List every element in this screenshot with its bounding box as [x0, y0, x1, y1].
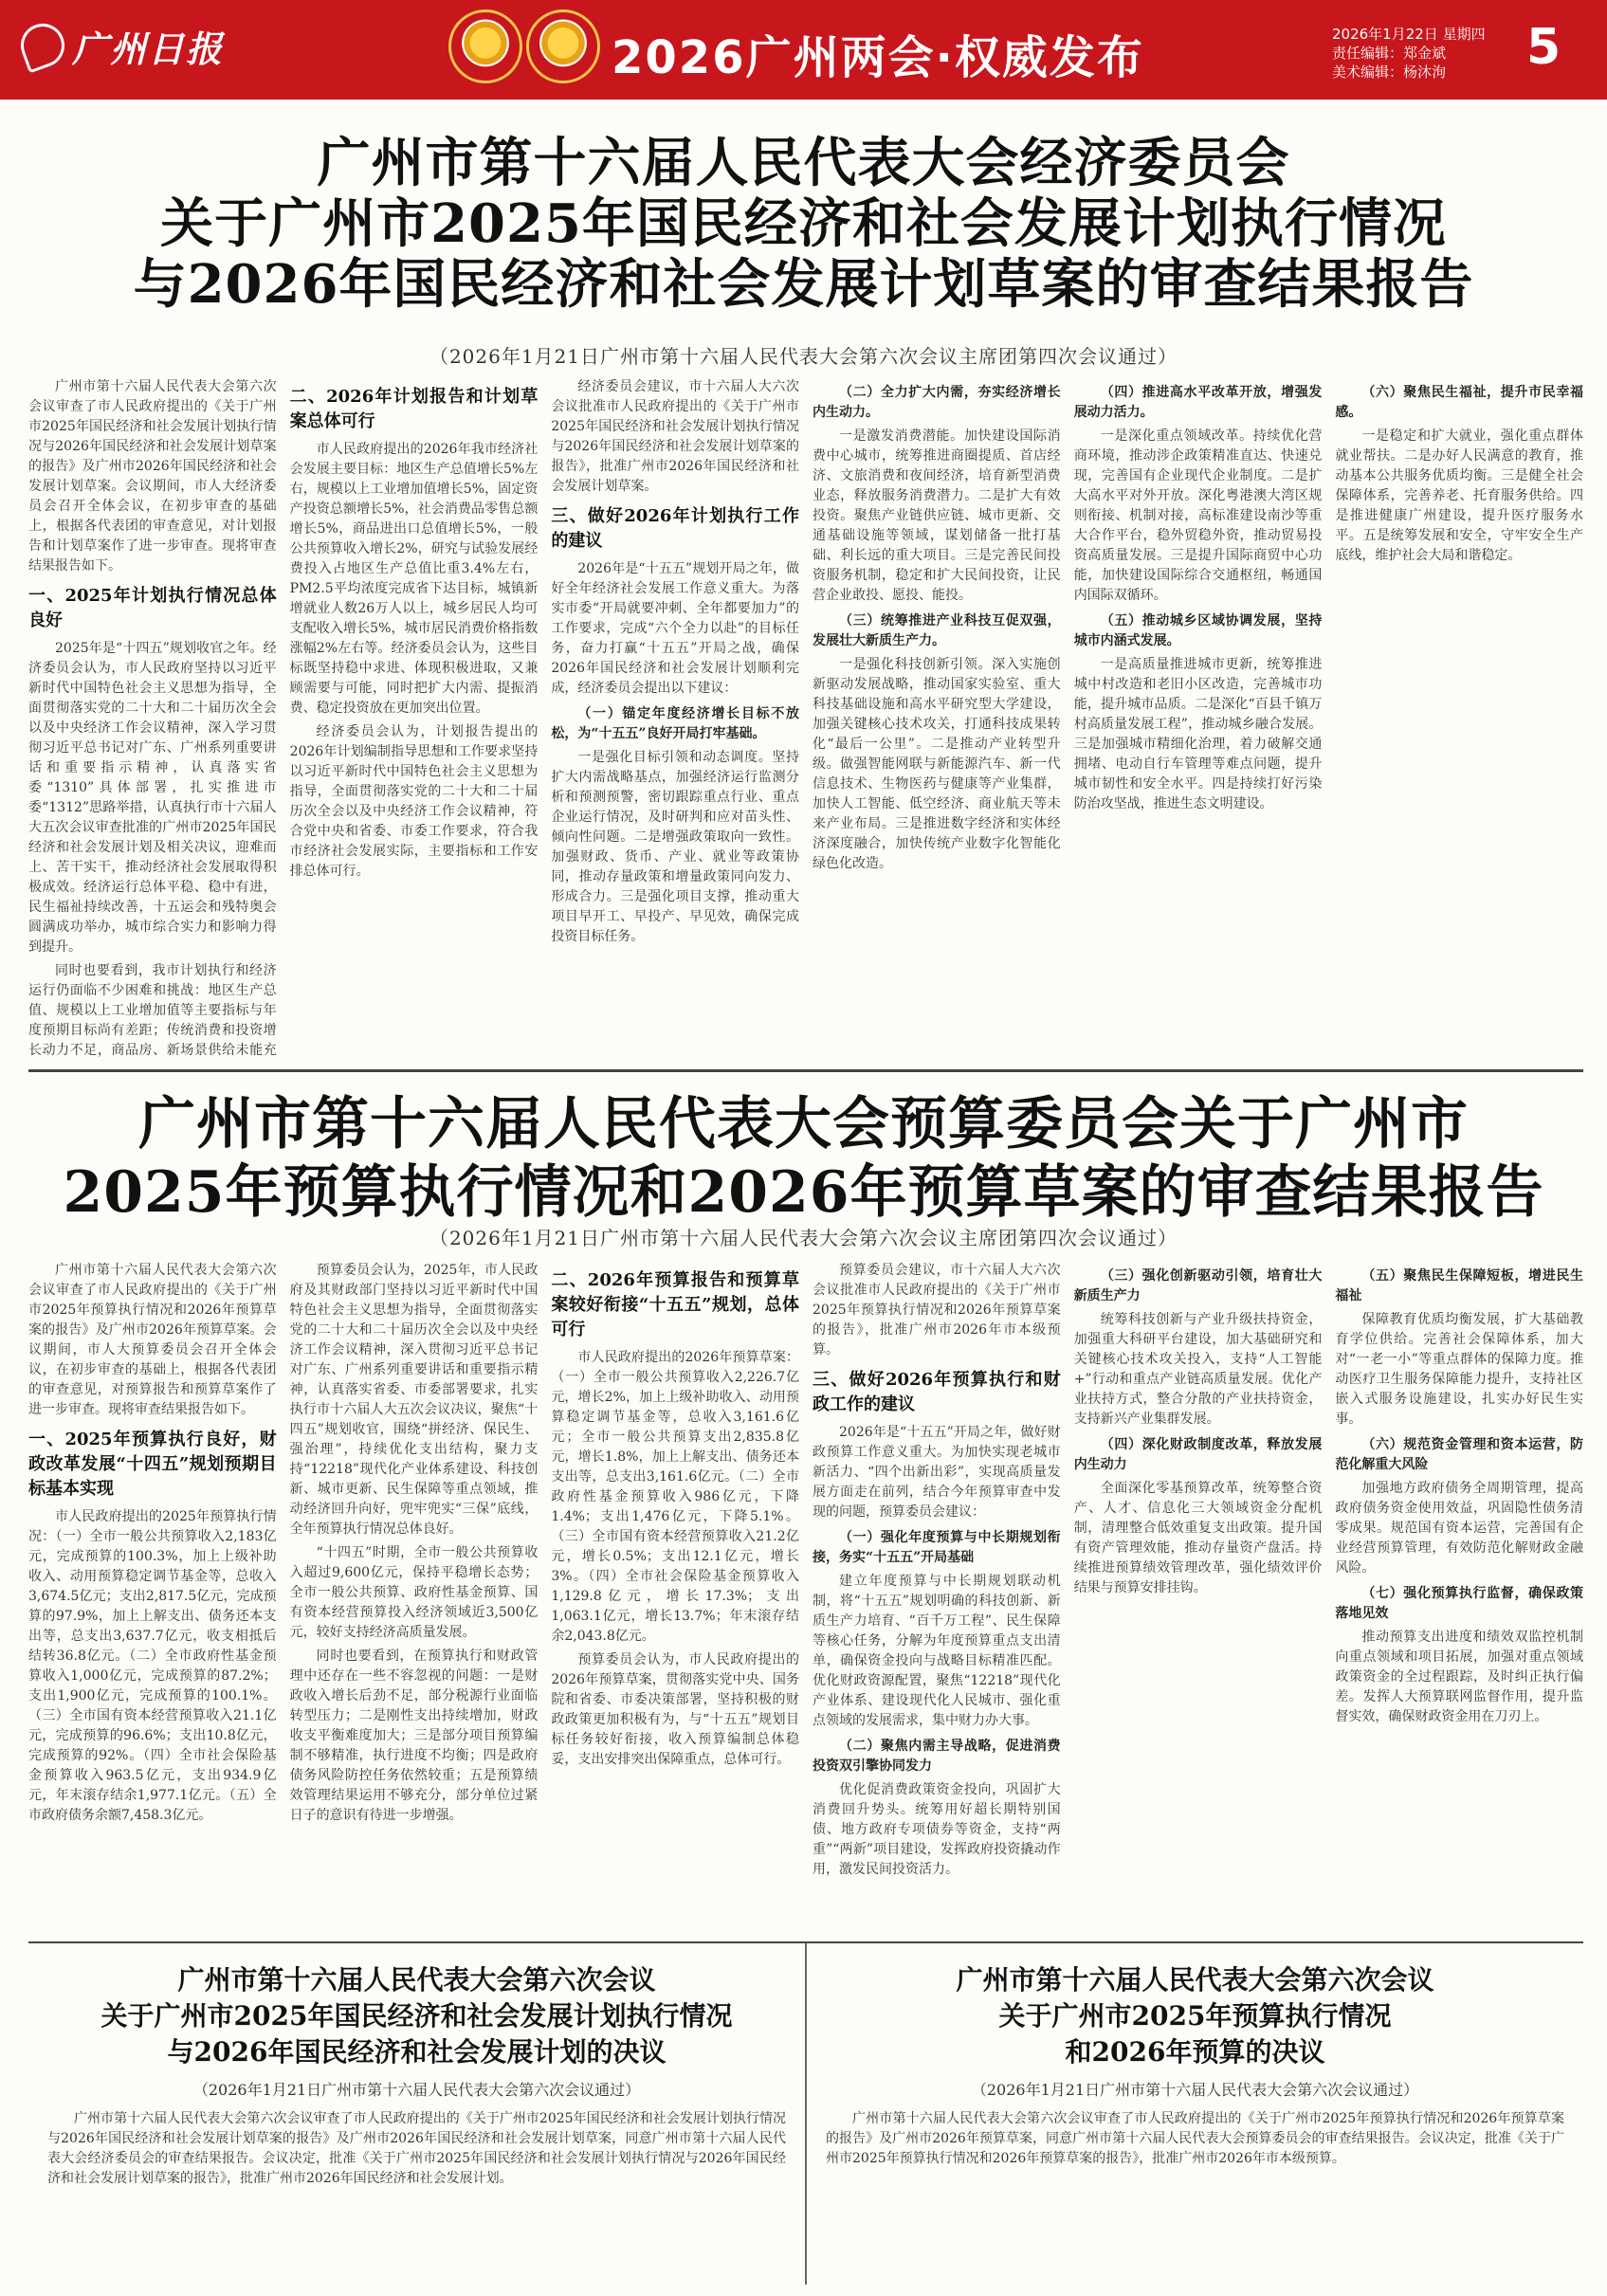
issue-info — [1332, 25, 1486, 82]
paragraph: 预算委员会建议，市十六届人大六次会议批准市人民政府提出的《关于广州市2025年预算执行情况和2026年预算草案的报告》，批准广州市2026年市本级预算。 — [813, 1263, 1061, 1358]
issue-date: 2026年1月22日 星期四 — [1332, 26, 1486, 43]
paragraph: 一是激发消费潜能。加快建设国际消费中心城市，统筹推进商圈提质、首店经济、文旅消费和夜间经济，培育新型消费业态，释放服务消费潜力。二是扩大有效投资。聚焦产业链供应链、城市更新、交通基础设施等领域，谋划储备一批打基础、利长远的重大项目。三是完善民间投资服务机制，稳定和扩大民间投资，让民营企业敢投、愿投、能投。 — [813, 428, 1061, 603]
paragraph: 2026年是“十五五”规划开局之年，做好全年经济社会发展工作意义重大。为落实市委“开局就要冲刺、全年都要加力”的工作要求，完成“六个全力以赴”的目标任务，奋力打赢“十五五”开局之战，确保2026年国民经济和社会发展计划顺利完成，经济委员会提出以下建议： — [551, 561, 800, 696]
resolution-title-line: 广州市第十六届人民代表大会第六次会议 — [956, 1964, 1434, 1995]
report2-column-4 — [813, 1261, 1061, 1924]
report1-subtitle: （2026年1月21日广州市第十六届人民代表大会第六次会议主席团第四次会议通过） — [429, 345, 1178, 368]
logo-text: 广州日报 — [72, 27, 225, 70]
section-heading: 三、做好2026年预算执行和财政工作的建议 — [813, 1370, 1061, 1414]
paragraph: 市人民政府提出的2025年预算执行情况：（一）全市一般公共预算收入2,183亿元，完成预算的100.3%，加上上级补助收入、动用预算稳定调节基金等，总收入3,674.5亿元；支出2,817.5亿元，完成预算的97.9%，加上上解支出、债务还本支出等，总支出3,637.7亿元，收支相抵后结转36.8亿元。（二）全市政府性基金预算收入1,000亿元，完成预算的87.2%；支出1,900亿元，完成预算的100.1%。（三）全市国有资本经营预算收入21.1亿元，完成预算的96.6%；支出10.8亿元，完成预算的92%。（四）全市社会保险基金预算收入963.5亿元，支出934.9亿元，年末滚存结余1,977.1亿元。（五）全市政府债务余额7,458.3亿元。 — [28, 1509, 277, 1823]
subsection-heading: （四）推进高水平改革开放，增强发展动力活力。 — [1073, 385, 1323, 420]
section-heading: 一、2025年计划执行情况总体良好 — [28, 586, 277, 630]
resolution-title-line: 关于广州市2025年国民经济和社会发展计划执行情况 — [100, 2000, 733, 2032]
paragraph: 优化促消费政策资金投向，巩固扩大消费回升势头。统筹用好超长期特别国债、地方政府专项债券等资金，支持“两重”“两新”项目建设，发挥政府投资撬动作用，激发民间投资活力。 — [813, 1782, 1061, 1877]
resolution-budget — [805, 1943, 1583, 2285]
report2-column-5 — [1074, 1261, 1323, 1924]
resolutions-section — [28, 1941, 1583, 2285]
report2-body — [28, 1261, 1583, 1924]
subsection-heading: （七）强化预算执行监督，确保政策落地见效 — [1335, 1586, 1583, 1621]
cppcc-emblem-icon — [526, 9, 600, 83]
resolution-title — [47, 1962, 786, 2070]
paragraph: 预算委员会认为，2025年，市人民政府及其财政部门坚持以习近平新时代中国特色社会主义思想为指导，全面贯彻落实党的二十大和二十届历次全会以及中央经济工作会议精神，深入贯彻习近平总书记对广东、广州系列重要讲话和重要指示精神，认真落实省委、市委部署要求，扎实执行市十六届人大五次会议决议，聚焦“十四五”规划收官，围绕“拼经济、保民生、强治理”，持续优化支出结构，聚力支持“12218”现代化产业体系建设、科技创新、城市更新、民生保障等重点领域，推动经济回升向好，兜牢兜实“三保”底线，全年预算执行情况总体良好。 — [289, 1263, 539, 1537]
paragraph: 一是深化重点领域改革。持续优化营商环境，推动涉企政策精准直达、快速兑现，完善国有企业现代企业制度。二是扩大高水平对外开放。深化粤港澳大湾区规则衔接、机制对接，高标准建设南沙等重大合作平台，稳外贸稳外资，推动贸易投资高质量发展。三是提升国际商贸中心功能，加快建设国际综合交通枢纽，畅通国内国际双循环。 — [1073, 428, 1323, 603]
subsection-heading: （五）聚焦民生保障短板，增进民生福祉 — [1335, 1268, 1583, 1303]
report2-title — [0, 1090, 1607, 1227]
paragraph: 预算委员会认为，市人民政府提出的2026年预算草案，贯彻落实党中央、国务院和省委、市委决策部署，坚持积极的财政政策更加积极有为，与“十五五”规划目标任务较好衔接，收入预算编制总体稳妥，支出安排突出保障重点，总体可行。 — [551, 1652, 800, 1767]
resolution-title-line: 广州市第十六届人民代表大会第六次会议 — [177, 1964, 656, 1995]
paragraph: 市人民政府提出的2026年我市经济社会发展主要目标：地区生产总值增长5%左右，规模以上工业增加值增长5%，固定资产投资总额增长5%，社会消费品零售总额增长5%，商品进出口总值增长5%，一般公共预算收入增长2%，研究与试验发展经费投入占地区生产总值比重3.4%左右，PM2.5平均浓度完成省下达目标，城镇新增就业人数26万人以上，城乡居民人均可支配收入增长5%，城市居民消费价格指数涨幅2%左右等。经济委员会认为，这些目标既坚持稳中求进、体现积极进取，又兼顾需要与可能，同时把扩大内需、提振消费、稳定投资放在更加突出位置。 — [289, 442, 539, 716]
paragraph: 经济委员会认为，计划报告提出的2026年计划编制指导思想和工作要求坚持以习近平新时代中国特色社会主义思想为指导，全面贯彻落实党的二十大和二十届历次全会以及中央经济工作会议精神，符合党中央和省委、市委工作要求，符合我市经济社会发展实际，主要指标和工作安排总体可行。 — [289, 724, 539, 879]
subsection-heading: （一）强化年度预算与中长期规划衔接，务实“十五五”开局基础 — [813, 1530, 1061, 1565]
subsection-heading: （二）聚焦内需主导战略，促进消费投资双引擎协同发力 — [813, 1739, 1061, 1774]
report1-column-2 — [290, 377, 539, 1058]
subsection-heading: （六）聚焦民生福祉，提升市民幸福感。 — [1335, 385, 1583, 420]
paragraph: 广州市第十六届人民代表大会第六次会议审查了市人民政府提出的《关于广州市2025年预算执行情况和2026年预算草案的报告》及广州市2026年预算草案。会议期间，市人大预算委员会召开全体会议，在初步审查的基础上，根据各代表团的审查意见，对预算报告和预算草案作了进一步审查。现将审查结果报告如下。 — [28, 1263, 277, 1417]
section-heading: 二、2026年计划报告和计划草案总体可行 — [289, 387, 539, 431]
report1-column-5 — [1074, 377, 1323, 1058]
newspaper-logo — [21, 19, 229, 72]
report1-title-line: 关于广州市2025年国民经济和社会发展计划执行情况 — [160, 192, 1447, 255]
section-heading: 三、做好2026年计划执行工作的建议 — [551, 506, 800, 551]
resolution-subtitle: （2026年1月21日广州市第十六届人民代表大会第六次会议通过） — [971, 2081, 1419, 2099]
report1-title-line: 与2026年国民经济和社会发展计划草案的审查结果报告 — [133, 253, 1474, 316]
subsection-heading: （六）规范资金管理和资本运营，防范化解重大风险 — [1335, 1437, 1583, 1472]
section-heading: 一、2025年预算执行良好，财政改革发展“十四五”规划预期目标基本实现 — [28, 1430, 277, 1499]
responsible-editor: 责任编辑：郑金斌 — [1332, 45, 1447, 62]
subsection-heading: （三）强化创新驱动引领，培育壮大新质生产力 — [1073, 1268, 1323, 1303]
report1-column-4 — [813, 377, 1061, 1058]
paragraph: 推动预算支出进度和绩效双监控机制向重点领域和项目拓展，加强对重点领域政策资金的全过程跟踪，及时纠正执行偏差。发挥人大预算联网监督作用，提升监督实效，确保财政资金用在刀刃上。 — [1335, 1630, 1583, 1724]
paragraph: 同时也要看到，我市计划执行和经济运行仍面临不少困难和挑战：地区生产总值、规模以上工业增加值等主要指标与年度预期目标尚有差距；传统消费和投资增长动力不足，商品房、新场景供给未能充 — [28, 963, 277, 1058]
art-editor: 美术编辑：杨沐洵 — [1332, 64, 1447, 81]
report2-column-3 — [551, 1261, 799, 1924]
resolution-title-line: 和2026年预算的决议 — [1065, 2036, 1325, 2068]
resolution-title-line: 与2026年国民经济和社会发展计划的决议 — [167, 2036, 667, 2068]
subsection-heading: （四）深化财政制度改革，释放发展内生动力 — [1073, 1437, 1323, 1472]
subsection-heading: （二）全力扩大内需，夯实经济增长内生动力。 — [813, 385, 1061, 420]
paragraph: 同时也要看到，在预算执行和财政管理中还存在一些不容忽视的问题：一是财政收入增长后劲不足，部分税源行业面临转型压力；二是刚性支出持续增加，财政收支平衡难度加大；三是部分项目预算编制不够精准，执行进度不均衡；四是政府债务风险防控任务依然较重；五是预算绩效管理结果运用不够充分，部分单位过紧日子的意识有待进一步增强。 — [289, 1649, 539, 1823]
paragraph: 一是强化科技创新引领。深入实施创新驱动发展战略，推动国家实验室、重大科技基础设施和高水平研究型大学建设，加强关键核心技术攻关，打通科技成果转化“最后一公里”。二是推动产业转型升级。做强智能网联与新能源汽车、新一代信息技术、生物医药与健康等产业集群，加快人工智能、低空经济、商业航天等未来产业布局。三是推进数字经济和实体经济深度融合，加快传统产业数字化智能化绿色化改造。 — [813, 657, 1061, 871]
masthead — [0, 0, 1607, 100]
report2-subtitle: （2026年1月21日广州市第十六届人民代表大会第六次会议主席团第四次会议通过） — [429, 1227, 1178, 1249]
report1-column-6 — [1335, 377, 1583, 1058]
report1-column-1 — [28, 377, 277, 1058]
report1-body — [28, 377, 1583, 1058]
national-emblem-icon — [448, 9, 522, 83]
report2-title-line: 2025年预算执行情况和2026年预算草案的审查结果报告 — [63, 1159, 1544, 1226]
subsection-heading: （五）推动城乡区域协调发展，坚持城市内涵式发展。 — [1073, 613, 1323, 648]
report2-column-2 — [290, 1261, 539, 1924]
paragraph: 市人民政府提出的2026年预算草案：（一）全市一般公共预算收入2,226.7亿元，增长2%，加上上级补助收入、动用预算稳定调节基金等，总收入3,161.6亿元；全市一般公共预算支出2,835.8亿元，增长1.8%，加上上解支出、债务还本支出等，总支出3,161.6亿元。（二）全市政府性基金预算收入986亿元，下降1.4%；支出1,476亿元，下降5.1%。（三）全市国有资本经营预算收入21.2亿元，增长0.5%；支出12.1亿元，增长3%。（四）全市社会保险基金预算收入1,129.8亿元，增长17.3%；支出1,063.1亿元，增长13.7%；年末滚存结余2,043.8亿元。 — [551, 1350, 800, 1644]
paragraph: 加强地方政府债务全周期管理，提高政府债务资金使用效益，巩固隐性债务清零成果。规范国有资本运营，完善国有企业经营预算管理，有效防范化解财政金融风险。 — [1335, 1481, 1583, 1576]
report2-column-1 — [28, 1261, 277, 1924]
section-banner: 2026广州两会·权威发布 — [612, 31, 1144, 84]
report1-title-line: 广州市第十六届人民代表大会经济委员会 — [317, 132, 1290, 194]
logo-swirl-icon — [15, 18, 71, 74]
resolution-title — [826, 1962, 1564, 2070]
subsection-heading: （三）统筹推进产业科技互促双强，发展壮大新质生产力。 — [813, 613, 1061, 648]
page-number: 5 — [1526, 19, 1561, 76]
paragraph: 2026年是“十五五”开局之年，做好财政预算工作意义重大。为加快实现老城市新活力、“四个出新出彩”，实现高质量发展方面走在前列，结合今年预算审查中发现的问题，预算委员会建议： — [813, 1425, 1061, 1520]
paragraph: “十四五”时期，全市一般公共预算收入超过9,600亿元，保持平稳增长态势；全市一般公共预算、政府性基金预算、国有资本经营预算投入经济领域近3,500亿元，较好支持经济高质量发展。 — [289, 1545, 539, 1640]
paragraph: 2025年是“十四五”规划收官之年。经济委员会认为，市人民政府坚持以习近平新时代中国特色社会主义思想为指导，全面贯彻落实党的二十大和二十届历次全会以及中央经济工作会议精神，深入学习贯彻习近平总书记对广东、广州系列重要讲话和重要指示精神，认真落实省委“1310”具体部署，扎实推进市委“1312”思路举措，认真执行市十六届人大五次会议审查批准的广州市2025年国民经济和社会发展计划及相关决议，迎难而上、苦干实干，推动经济社会发展取得积极成效。经济运行总体平稳、稳中有进，民生福祉持续改善，十五运会和残特奥会圆满成功举办，城市综合实力和影响力得到提升。 — [28, 641, 277, 955]
paragraph: 经济委员会建议，市十六届人大六次会议批准市人民政府提出的《关于广州市2025年国民经济和社会发展计划执行情况与2026年国民经济和社会发展计划草案的报告》，批准广州市2026年国民经济和社会发展计划草案。 — [551, 379, 800, 494]
resolution-subtitle: （2026年1月21日广州市第十六届人民代表大会第六次会议通过） — [192, 2081, 641, 2099]
paragraph: 一是强化目标引领和动态调度。坚持扩大内需战略基点，加强经济运行监测分析和预测预警，密切跟踪重点行业、重点企业运行情况，及时研判和应对苗头性、倾向性问题。二是增强政策取向一致性。加强财政、货币、产业、就业等政策协同，推动存量政策和增量政策同向发力、形成合力。三是强化项目支撑，推动重大项目早开工、早投产、早见效，确保完成投资目标任务。 — [551, 750, 800, 944]
paragraph: 一是高质量推进城市更新，统筹推进城中村改造和老旧小区改造，完善城市功能，提升城市品质。二是深化“百县千镇万村高质量发展工程”，推动城乡融合发展。三是加强城市精细化治理，着力破解交通拥堵、电动自行车管理等难点问题，提升城市韧性和安全水平。四是持续打好污染防治攻坚战，推进生态文明建设。 — [1073, 657, 1323, 811]
report1-column-3 — [551, 377, 799, 1058]
paragraph: 一是稳定和扩大就业，强化重点群体就业帮扶。二是办好人民满意的教育，推动基本公共服务优质均衡。三是健全社会保障体系，完善养老、托育服务供给。四是推进健康广州建设，提升医疗服务水平。五是统筹发展和安全，守牢安全生产底线，维护社会大局和谐稳定。 — [1335, 428, 1583, 563]
resolution-body: 广州市第十六届人民代表大会第六次会议审查了市人民政府提出的《关于广州市2025年国民经济和社会发展计划执行情况与2026年国民经济和社会发展计划草案的报告》及广州市2026年国民经济和社会发展计划草案，同意广州市第十六届人民代表大会经济委员会的审查结果报告。会议决定，批准《关于广州市2025年国民经济和社会发展计划执行情况与2026年国民经济和社会发展计划草案的报告》，批准广州市2026年国民经济和社会发展计划。 — [47, 2111, 786, 2186]
resolution-plan — [28, 1943, 805, 2285]
report2-column-6 — [1335, 1261, 1583, 1924]
report1-title — [0, 133, 1607, 315]
paragraph: 统筹科技创新与产业升级扶持资金，加强重大科研平台建设，加大基础研究和关键核心技术攻关投入，支持“人工智能+”行动和重点产业链高质量发展。优化产业扶持方式，整合分散的产业扶持资金，支持新兴产业集群发展。 — [1073, 1312, 1323, 1427]
resolution-title-line: 关于广州市2025年预算执行情况 — [998, 2000, 1392, 2032]
report2-title-line: 广州市第十六届人民代表大会预算委员会关于广州市 — [138, 1091, 1469, 1157]
resolution-body: 广州市第十六届人民代表大会第六次会议审查了市人民政府提出的《关于广州市2025年预算执行情况和2026年预算草案的报告》及广州市2026年预算草案，同意广州市第十六届人民代表大会预算委员会的审查结果报告。会议决定，批准《关于广州市2025年预算执行情况和2026年预算草案的报告》，批准广州市2026年市本级预算。 — [826, 2111, 1564, 2166]
paragraph: 广州市第十六届人民代表大会第六次会议审查了市人民政府提出的《关于广州市2025年国民经济和社会发展计划执行情况与2026年国民经济和社会发展计划草案的报告》及广州市2026年国民经济和社会发展计划草案。会议期间，市人大经济委员会召开全体会议，在初步审查的基础上，根据各代表团的审查意见，对计划报告和计划草案作了进一步审查。现将审查结果报告如下。 — [28, 379, 277, 574]
paragraph: 保障教育优质均衡发展，扩大基础教育学位供给。完善社会保障体系，加大对“一老一小”等重点群体的保障力度。推动医疗卫生服务保障能力提升，支持社区嵌入式服务设施建设，扎实办好民生实事。 — [1335, 1312, 1583, 1427]
section-divider — [28, 1069, 1583, 1072]
subsection-heading: （一）锚定年度经济增长目标不放松，为“十五五”良好开局打牢基础。 — [551, 706, 800, 741]
section-heading: 二、2026年预算报告和预算草案较好衔接“十五五”规划，总体可行 — [551, 1270, 800, 1339]
paragraph: 全面深化零基预算改革，统筹整合资产、人才、信息化三大领域资金分配机制，清理整合低效重复支出政策。提升国有资产管理效能，推动存量资产盘活。持续推进预算绩效管理改革，强化绩效评价结果与预算安排挂钩。 — [1073, 1481, 1323, 1595]
paragraph: 建立年度预算与中长期规划联动机制，将“十五五”规划明确的科技创新、新质生产力培育、“百千万工程”、民生保障等核心任务，分解为年度预算重点支出清单，确保资金投向与战略目标精准匹配。优化财政资源配置，聚焦“12218”现代化产业体系、建设现代化人民城市、强化重点领域的发展需求，集中财力办大事。 — [813, 1574, 1061, 1728]
